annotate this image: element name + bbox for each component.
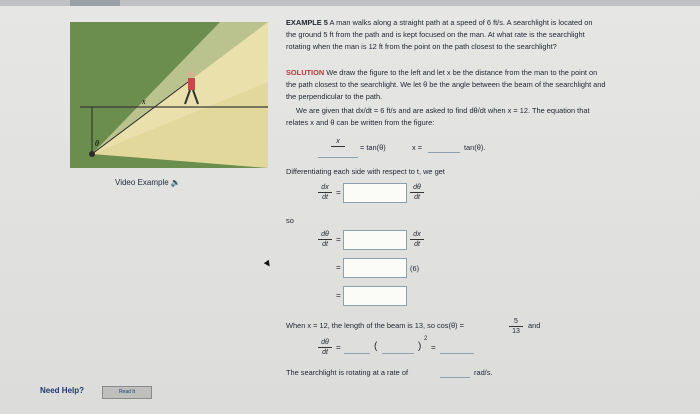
tan2: tan(θ). bbox=[464, 143, 486, 152]
final-blank-2[interactable] bbox=[382, 343, 414, 354]
equals-sign-3: = bbox=[336, 263, 341, 272]
cos-num: 5 bbox=[509, 317, 523, 327]
fraction-numerator: x bbox=[331, 137, 345, 147]
final-blank-1[interactable] bbox=[344, 343, 370, 354]
example-line1 bbox=[286, 18, 592, 28]
equals-sign-4: = bbox=[336, 291, 341, 300]
rate-blank[interactable] bbox=[440, 367, 470, 378]
problem-line3: rotating when the man is 12 ft from the point on the path closest to the searchlight? bbox=[286, 42, 557, 51]
dt-den: dt bbox=[322, 194, 328, 201]
dt-den-2: dt bbox=[414, 194, 420, 201]
example-label: EXAMPLE 5 bbox=[286, 18, 328, 27]
so-input-3[interactable] bbox=[343, 286, 407, 306]
solution-text1: We draw the figure to the left and let x be the distance from the man to the point on bbox=[326, 68, 598, 77]
squared-exponent: 2 bbox=[424, 336, 428, 342]
final-blank-3[interactable] bbox=[440, 343, 474, 354]
and-text: and bbox=[528, 321, 541, 330]
searchlight-figure bbox=[70, 22, 268, 168]
problem-line1: A man walks along a straight path at a speed of 6 ft/s. A searchlight is located on bbox=[329, 18, 593, 27]
dtheta-dt-lhs bbox=[318, 230, 332, 249]
x-equals: x = bbox=[412, 143, 423, 152]
theta-label: θ bbox=[95, 139, 99, 148]
figure-svg bbox=[70, 22, 268, 168]
eq-tan1: = tan(θ) bbox=[360, 143, 386, 152]
paren-close: ) bbox=[418, 341, 422, 352]
solution-line3: the perpendicular to the path. bbox=[286, 92, 383, 101]
dx-rhs-num: dx bbox=[410, 230, 424, 240]
solution-line4: We are given that dx/dt = 6 ft/s and are asked to find dθ/dt when x = 12. The equation that bbox=[296, 106, 590, 115]
cos-fraction bbox=[509, 317, 523, 336]
when-text: When x = 12, the length of the beam is 13, so cos(θ) = bbox=[286, 321, 464, 330]
diff-text: Differentiating each side with respect to t, we get bbox=[286, 167, 445, 176]
video-example-label: Video Example bbox=[115, 178, 169, 187]
denominator-blank[interactable] bbox=[318, 147, 358, 158]
dtheta-num: dθ bbox=[410, 183, 424, 193]
solution-line5: relates x and θ can be written from the figure: bbox=[286, 118, 435, 127]
equals-sign-5: = bbox=[336, 343, 341, 352]
top-bar bbox=[0, 0, 700, 6]
top-tab[interactable] bbox=[70, 0, 120, 6]
need-help-label: Need Help? bbox=[40, 386, 85, 395]
searchlight-icon bbox=[89, 151, 95, 157]
dtheta-dt-fraction bbox=[410, 183, 424, 202]
rotating-text: The searchlight is rotating at a rate of bbox=[286, 368, 409, 377]
dtheta-lhs-den: dt bbox=[322, 241, 328, 248]
solution-line1 bbox=[286, 68, 597, 78]
speaker-icon: 🔈 bbox=[170, 178, 181, 187]
diff-input-1[interactable] bbox=[343, 183, 407, 203]
solution-line2: the path closest to the searchlight. We let θ be the angle between the beam of the searchlight and bbox=[286, 80, 606, 89]
paren-open: ( bbox=[374, 341, 378, 352]
equals-sign-2: = bbox=[336, 235, 341, 244]
units-text: rad/s. bbox=[474, 368, 493, 377]
so-label: so bbox=[286, 216, 294, 225]
mouse-cursor-icon bbox=[264, 260, 272, 268]
video-example-link[interactable] bbox=[115, 178, 181, 187]
so-input-1[interactable] bbox=[343, 230, 407, 250]
dx-dt-rhs bbox=[410, 230, 424, 249]
equals-sign-6: = bbox=[431, 343, 436, 352]
x-label: x bbox=[142, 97, 146, 106]
dtheta-lhs-num: dθ bbox=[318, 230, 332, 240]
dx-dt-fraction bbox=[318, 183, 332, 202]
dx-num: dx bbox=[318, 183, 332, 193]
read-it-button[interactable]: Read It bbox=[102, 386, 152, 399]
dtheta-dt-final bbox=[318, 338, 332, 357]
equation-tag-6: (6) bbox=[410, 264, 420, 273]
dtheta-final-den: dt bbox=[322, 349, 328, 356]
equals-sign: = bbox=[336, 188, 341, 197]
coefficient-blank[interactable] bbox=[428, 142, 460, 153]
so-input-2[interactable] bbox=[343, 258, 407, 278]
solution-label: SOLUTION bbox=[286, 68, 325, 77]
dtheta-final-num: dθ bbox=[318, 338, 332, 348]
dx-rhs-den: dt bbox=[414, 241, 420, 248]
problem-line2: the ground 5 ft from the path and is kept focused on the man. At what rate is the searchlight bbox=[286, 30, 585, 39]
cos-den: 13 bbox=[512, 328, 520, 335]
